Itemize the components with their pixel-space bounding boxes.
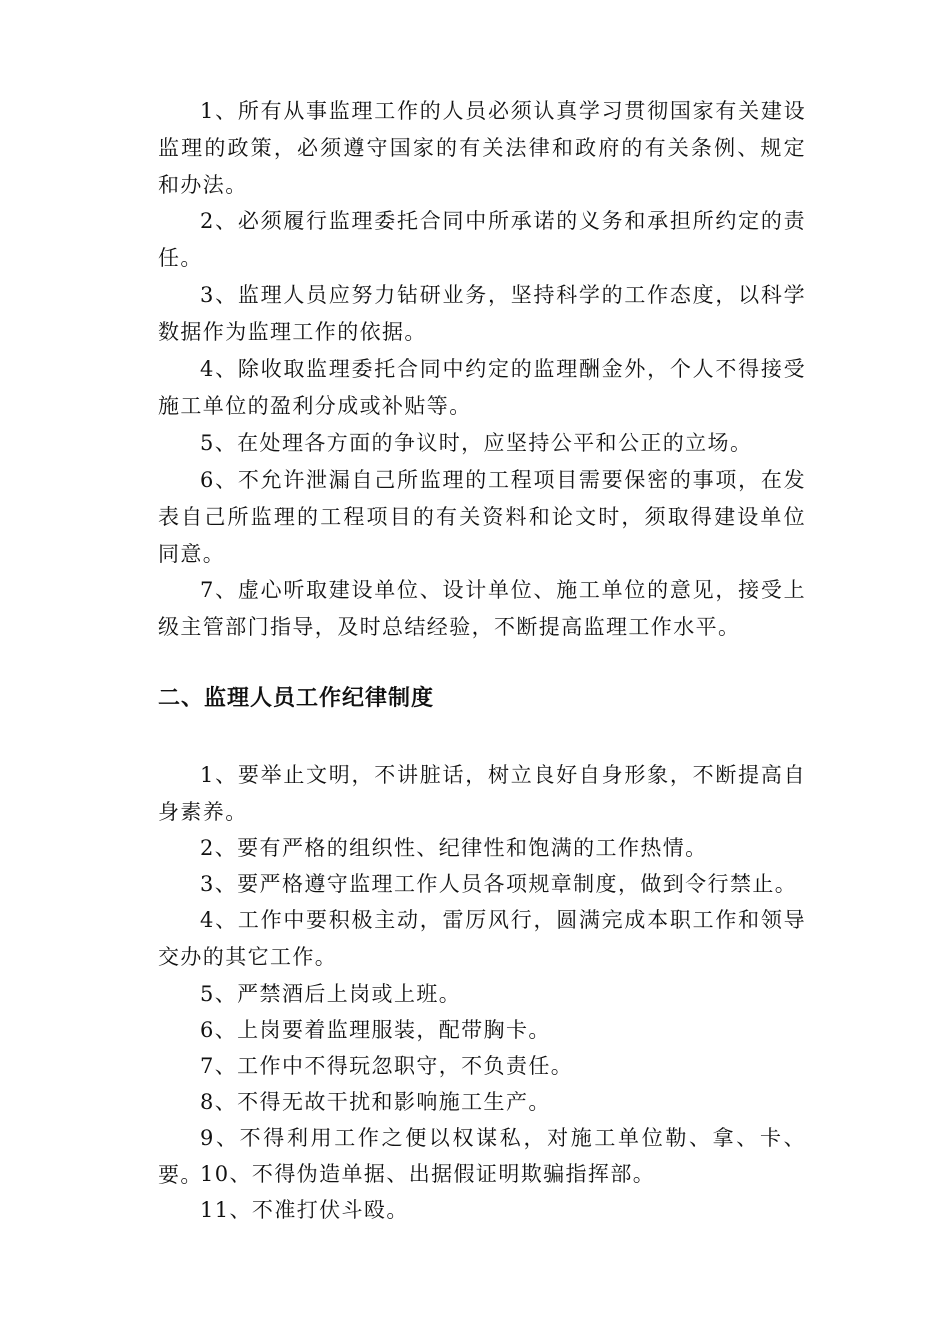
list-item: 1、要举止文明，不讲脏话，树立良好自身形象，不断提高自身素养。 <box>158 763 806 824</box>
list-item: 9、不得利用工作之便以权谋私，对施工单位勒、拿、卡、要。 <box>158 1126 806 1187</box>
list-item: 8、不得无故干扰和影响施工生产。 <box>200 1090 551 1114</box>
list-item: 10、不得伪造单据、出据假证明欺骗指挥部。 <box>200 1162 656 1186</box>
list-item: 3、监理人员应努力钻研业务，坚持科学的工作态度，以科学数据作为监理工作的依据。 <box>158 283 806 344</box>
list-item: 1、所有从事监理工作的人员必须认真学习贯彻国家有关建设监理的政策，必须遵守国家的有关法律和政府的有关条例、规定和办法。 <box>158 99 806 197</box>
list-item: 4、工作中要积极主动，雷厉风行，圆满完成本职工作和领导交办的其它工作。 <box>158 908 806 969</box>
list-item: 4、除收取监理委托合同中约定的监理酬金外，个人不得接受施工单位的盈利分成或补贴等。 <box>158 357 806 418</box>
list-item: 2、必须履行监理委托合同中所承诺的义务和承担所约定的责任。 <box>158 209 806 270</box>
list-item: 7、虚心听取建设单位、设计单位、施工单位的意见，接受上级主管部门指导，及时总结经验，不断提高监理工作水平。 <box>158 578 806 639</box>
list-item: 5、严禁酒后上岗或上班。 <box>200 982 462 1006</box>
list-item: 2、要有严格的组织性、纪律性和饱满的工作热情。 <box>200 836 708 860</box>
list-item: 11、不准打伏斗殴。 <box>200 1198 409 1222</box>
section-heading: 二、监理人员工作纪律制度 <box>158 686 435 711</box>
list-item: 3、要严格遵守监理工作人员各项规章制度，做到令行禁止。 <box>200 872 798 896</box>
list-item: 6、上岗要着监理服装，配带胸卡。 <box>200 1018 551 1042</box>
list-item: 6、不允许泄漏自己所监理的工程项目需要保密的事项，在发表自己所监理的工程项目的有关资料和论文时，须取得建设单位同意。 <box>158 468 806 566</box>
list-item: 5、在处理各方面的争议时，应坚持公平和公正的立场。 <box>200 431 753 455</box>
list-item: 7、工作中不得玩忽职守，不负责任。 <box>200 1054 574 1078</box>
